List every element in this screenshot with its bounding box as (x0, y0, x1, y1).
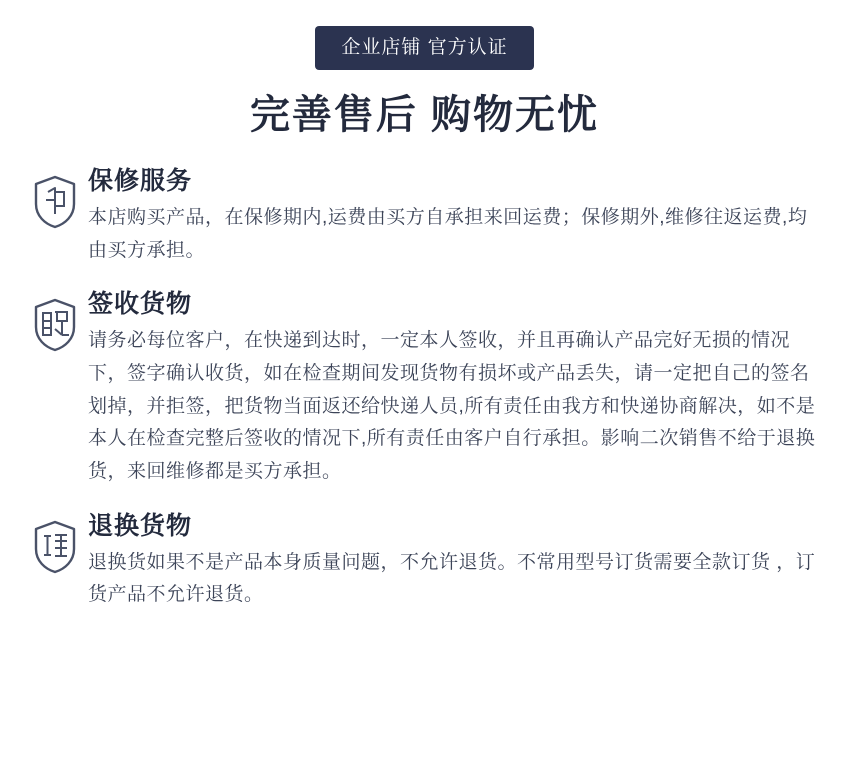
section-return (22, 511, 827, 612)
section-receipt-body (88, 289, 827, 488)
page-title: 完善售后 购物无忧 (249, 93, 600, 137)
section-receipt-text: 请务必每位客户，在快递到达时，一定本人签收，并且再确认产品完好无损的情况下，签字确认收货，如在检查期间发现货物有损坏或产品丢失，请一定把自己的签名划掉，并拒签，把货物当面返还给快递人员,所有责任由我方和快递协商解决，如不是本人在检查完整后签收的情况下,所有责任由客户自行承担。影响二次销售不给于退换货，来回维修都是买方承担。 (88, 330, 816, 483)
shield-bao-icon (22, 166, 88, 230)
service-sections (22, 166, 827, 612)
shield-zheng-icon (22, 511, 88, 575)
section-warranty (22, 166, 827, 267)
section-receipt (22, 289, 827, 488)
badge-row (22, 0, 827, 70)
section-warranty-text: 本店购买产品，在保修期内,运费由买方自承担来回运费；保修期外,维修往返运费,均由买方承担。 (88, 207, 808, 261)
certification-badge: 企业店铺 官方认证 (315, 26, 533, 70)
section-warranty-body (88, 166, 827, 267)
section-warranty-title: 保修服务 (88, 167, 193, 195)
section-return-text: 退换货如果不是产品本身质量问题，不允许退货。不常用型号订货需要全款订货 ，订货产品不允许退货。 (88, 551, 816, 606)
shield-tui-icon (22, 289, 88, 353)
section-receipt-title: 签收货物 (88, 290, 193, 319)
section-return-title: 退换货物 (88, 511, 193, 540)
section-return-body (88, 511, 827, 612)
